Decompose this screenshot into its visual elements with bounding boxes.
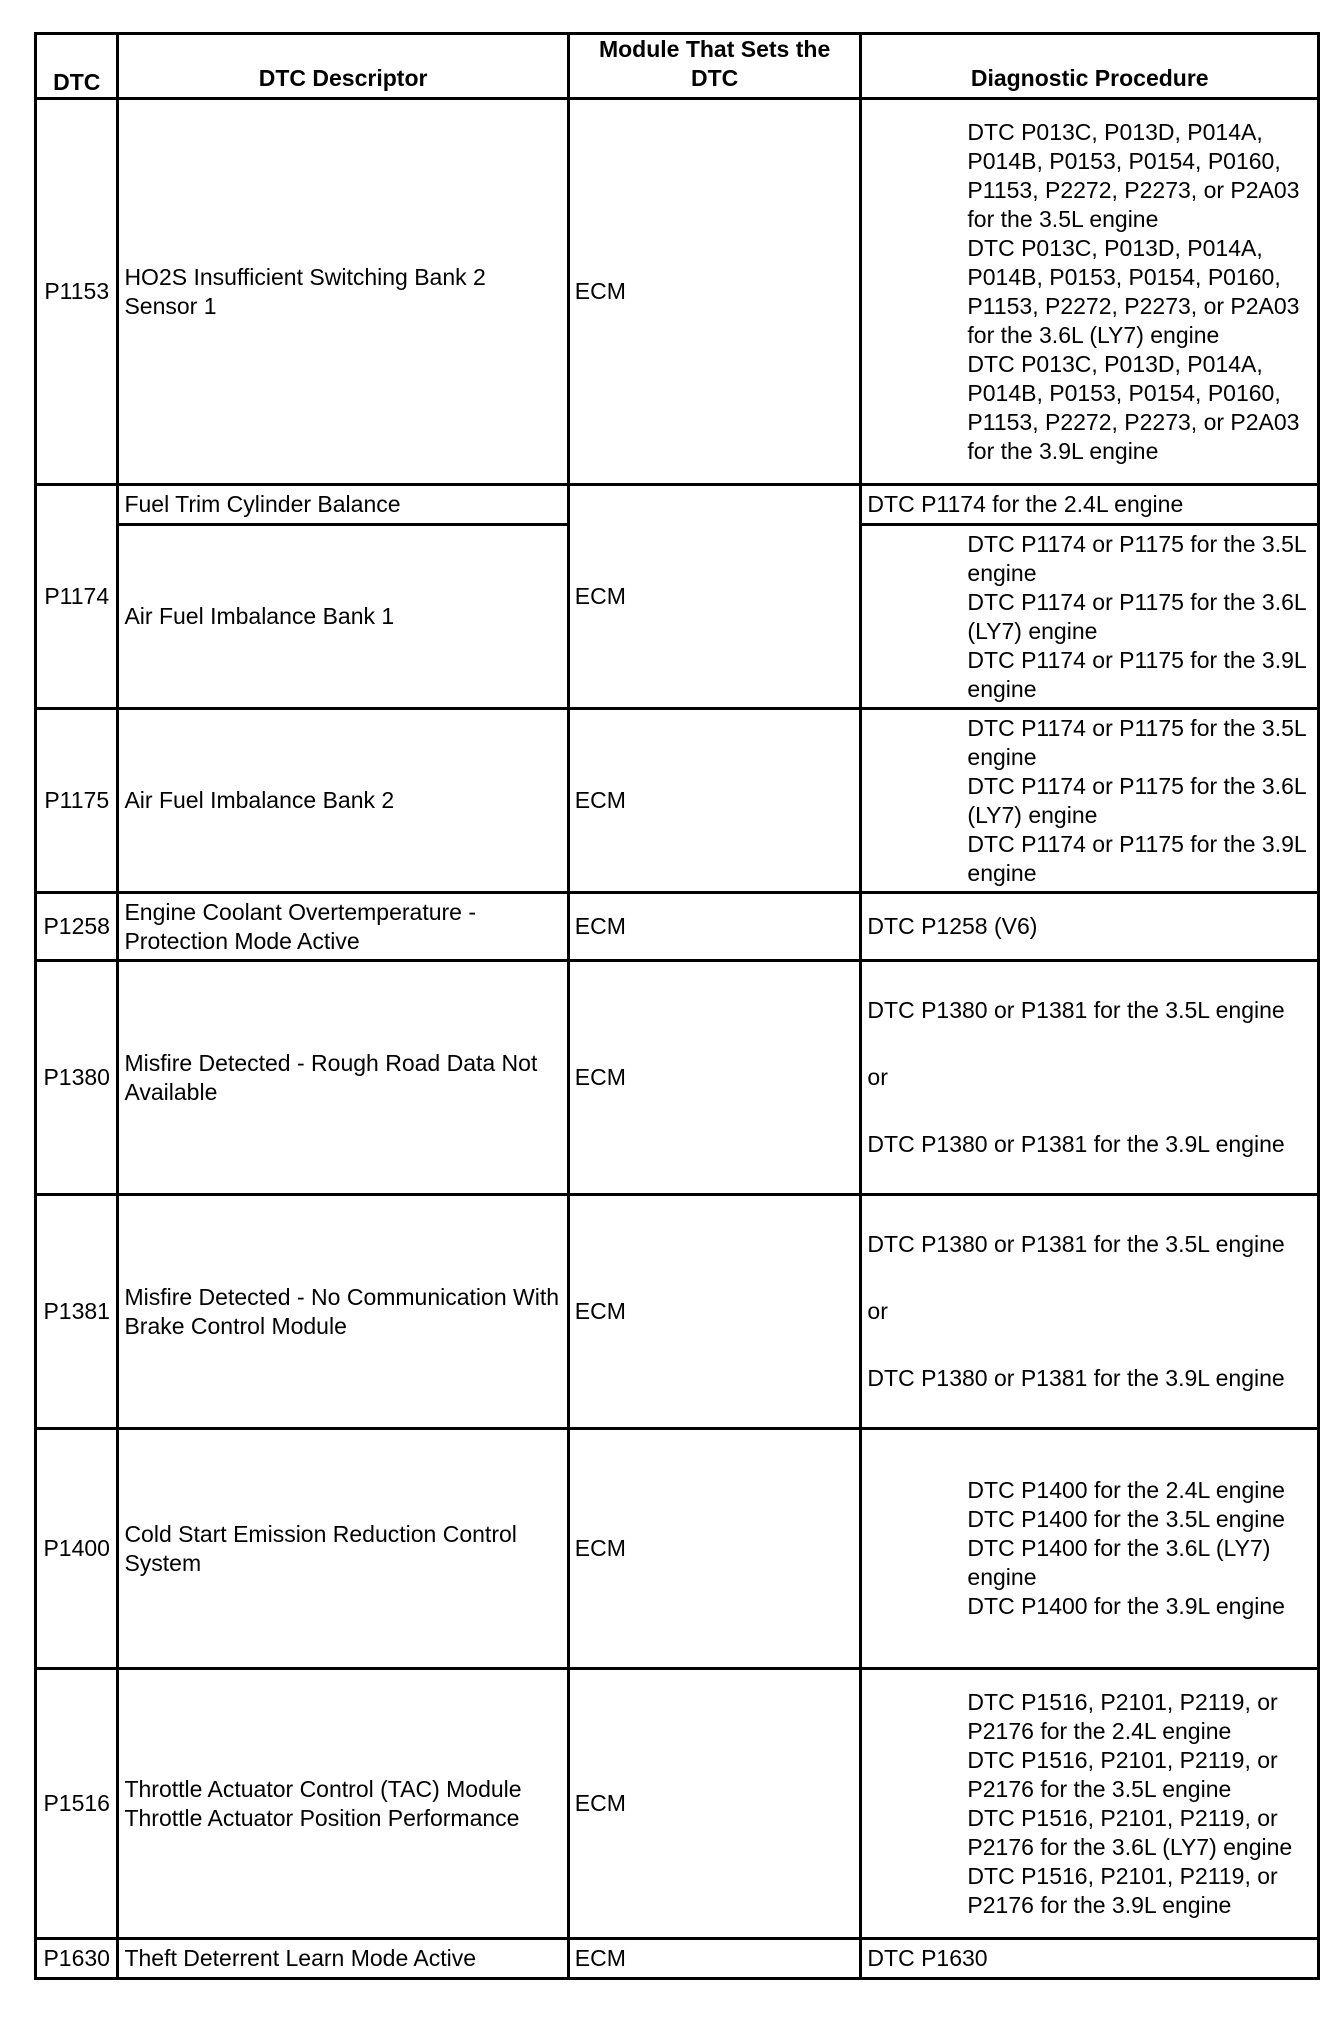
procedure-cell — [861, 525, 1319, 709]
procedure-cell — [861, 1429, 1319, 1669]
procedure-link[interactable]: DTC P1400 for the 3.5L engine — [967, 1506, 1285, 1532]
procedure-or: or — [867, 1064, 888, 1090]
procedure-link[interactable]: DTC P1380 or P1381 for the 3.9L engine — [867, 1365, 1285, 1391]
dtc-code: P1153 — [36, 99, 118, 485]
dtc-descriptor: Air Fuel Imbalance Bank 2 — [118, 709, 568, 893]
table-row — [36, 1195, 1319, 1429]
procedure-link[interactable]: DTC P013C, P013D, P014A, P014B, P0153, P0154, P0160, P1153, P2272, P2273, or P2A03 for the 3.9L engine — [967, 350, 1300, 464]
table-row — [36, 893, 1319, 961]
procedure-link[interactable]: DTC P1174 or P1175 for the 3.6L (LY7) engine — [967, 588, 1306, 644]
module: ECM — [568, 99, 861, 485]
procedure-link[interactable]: DTC P1400 for the 2.4L engine — [967, 1477, 1285, 1503]
procedure-link[interactable]: DTC P1516, P2101, P2119, or P2176 for the 3.6L (LY7) engine — [967, 1804, 1293, 1860]
header-dtc: DTC — [36, 34, 118, 99]
dtc-descriptor: Theft Deterrent Learn Mode Active — [118, 1939, 568, 1979]
dtc-descriptor: Air Fuel Imbalance Bank 1 — [118, 525, 568, 709]
module: ECM — [568, 709, 861, 893]
procedure-link[interactable]: DTC P1174 or P1175 for the 3.5L engine — [967, 530, 1306, 586]
dtc-code: P1516 — [36, 1669, 118, 1939]
module: ECM — [568, 1429, 861, 1669]
module: ECM — [568, 1195, 861, 1429]
table-header-row — [36, 34, 1319, 99]
module: ECM — [568, 893, 861, 961]
header-module: Module That Sets the DTC — [568, 34, 861, 99]
module: ECM — [568, 1939, 861, 1979]
procedure-link[interactable]: DTC P1380 or P1381 for the 3.5L engine — [867, 1231, 1285, 1257]
procedure-link[interactable]: DTC P1174 or P1175 for the 3.9L engine — [967, 646, 1306, 702]
dtc-code: P1174 — [36, 485, 118, 709]
procedure-link[interactable]: DTC P1516, P2101, P2119, or P2176 for the 3.5L engine — [967, 1746, 1278, 1802]
procedure-cell — [861, 1669, 1319, 1939]
procedure-link[interactable]: DTC P1174 or P1175 for the 3.6L (LY7) engine — [967, 772, 1306, 828]
module: ECM — [568, 1669, 861, 1939]
dtc-descriptor: Engine Coolant Overtemperature - Protection Mode Active — [118, 893, 568, 961]
procedure-link[interactable]: DTC P1400 for the 3.6L (LY7) engine — [967, 1535, 1271, 1590]
dtc-code: P1381 — [36, 1195, 118, 1429]
procedure-link[interactable]: DTC P1630 — [861, 1939, 1319, 1979]
table-row — [36, 709, 1319, 893]
dtc-descriptor: Misfire Detected - No Communication With Brake Control Module — [118, 1195, 568, 1429]
dtc-code: P1400 — [36, 1429, 118, 1669]
header-procedure: Diagnostic Procedure — [861, 34, 1319, 99]
header-descriptor: DTC Descriptor — [118, 34, 568, 99]
table-row — [36, 99, 1319, 485]
procedure-link[interactable]: DTC P1400 for the 3.9L engine — [967, 1593, 1285, 1619]
dtc-code: P1175 — [36, 709, 118, 893]
dtc-descriptor: Throttle Actuator Control (TAC) Module Throttle Actuator Position Performance — [118, 1669, 568, 1939]
procedure-link[interactable]: DTC P1516, P2101, P2119, or P2176 for the 3.9L engine — [967, 1862, 1278, 1918]
table-row — [36, 1429, 1319, 1669]
dtc-table — [34, 32, 1320, 1980]
procedure-link[interactable]: DTC P1380 or P1381 for the 3.5L engine — [867, 997, 1285, 1023]
procedure-link[interactable]: DTC P1174 for the 2.4L engine — [861, 485, 1319, 525]
table-row — [36, 1669, 1319, 1939]
procedure-link[interactable]: DTC P1174 or P1175 for the 3.9L engine — [967, 830, 1306, 886]
procedure-link[interactable]: DTC P013C, P013D, P014A, P014B, P0153, P0154, P0160, P1153, P2272, P2273, or P2A03 for the 3.5L engine — [967, 118, 1300, 232]
procedure-cell — [861, 99, 1319, 485]
dtc-code: P1258 — [36, 893, 118, 961]
table-row — [36, 485, 1319, 525]
procedure-cell — [861, 1195, 1319, 1429]
table-row — [36, 1939, 1319, 1979]
dtc-descriptor: Misfire Detected - Rough Road Data Not Available — [118, 961, 568, 1195]
procedure-link[interactable]: DTC P1380 or P1381 for the 3.9L engine — [867, 1131, 1285, 1157]
module: ECM — [568, 961, 861, 1195]
procedure-cell — [861, 961, 1319, 1195]
procedure-or: or — [867, 1298, 888, 1324]
dtc-table-page — [34, 32, 1320, 1980]
procedure-cell — [861, 709, 1319, 893]
dtc-code: P1630 — [36, 1939, 118, 1979]
dtc-descriptor: Cold Start Emission Reduction Control System — [118, 1429, 568, 1669]
procedure-link[interactable]: DTC P1516, P2101, P2119, or P2176 for the 2.4L engine — [967, 1688, 1278, 1744]
module: ECM — [568, 485, 861, 709]
procedure-link[interactable]: DTC P1258 (V6) — [861, 893, 1319, 961]
procedure-link[interactable]: DTC P013C, P013D, P014A, P014B, P0153, P0154, P0160, P1153, P2272, P2273, or P2A03 for the 3.6L (LY7) engine — [967, 234, 1300, 348]
dtc-descriptor: HO2S Insufficient Switching Bank 2 Sensor 1 — [118, 99, 568, 485]
dtc-code: P1380 — [36, 961, 118, 1195]
procedure-link[interactable]: DTC P1174 or P1175 for the 3.5L engine — [967, 714, 1306, 770]
table-row — [36, 961, 1319, 1195]
dtc-descriptor: Fuel Trim Cylinder Balance — [118, 485, 568, 525]
